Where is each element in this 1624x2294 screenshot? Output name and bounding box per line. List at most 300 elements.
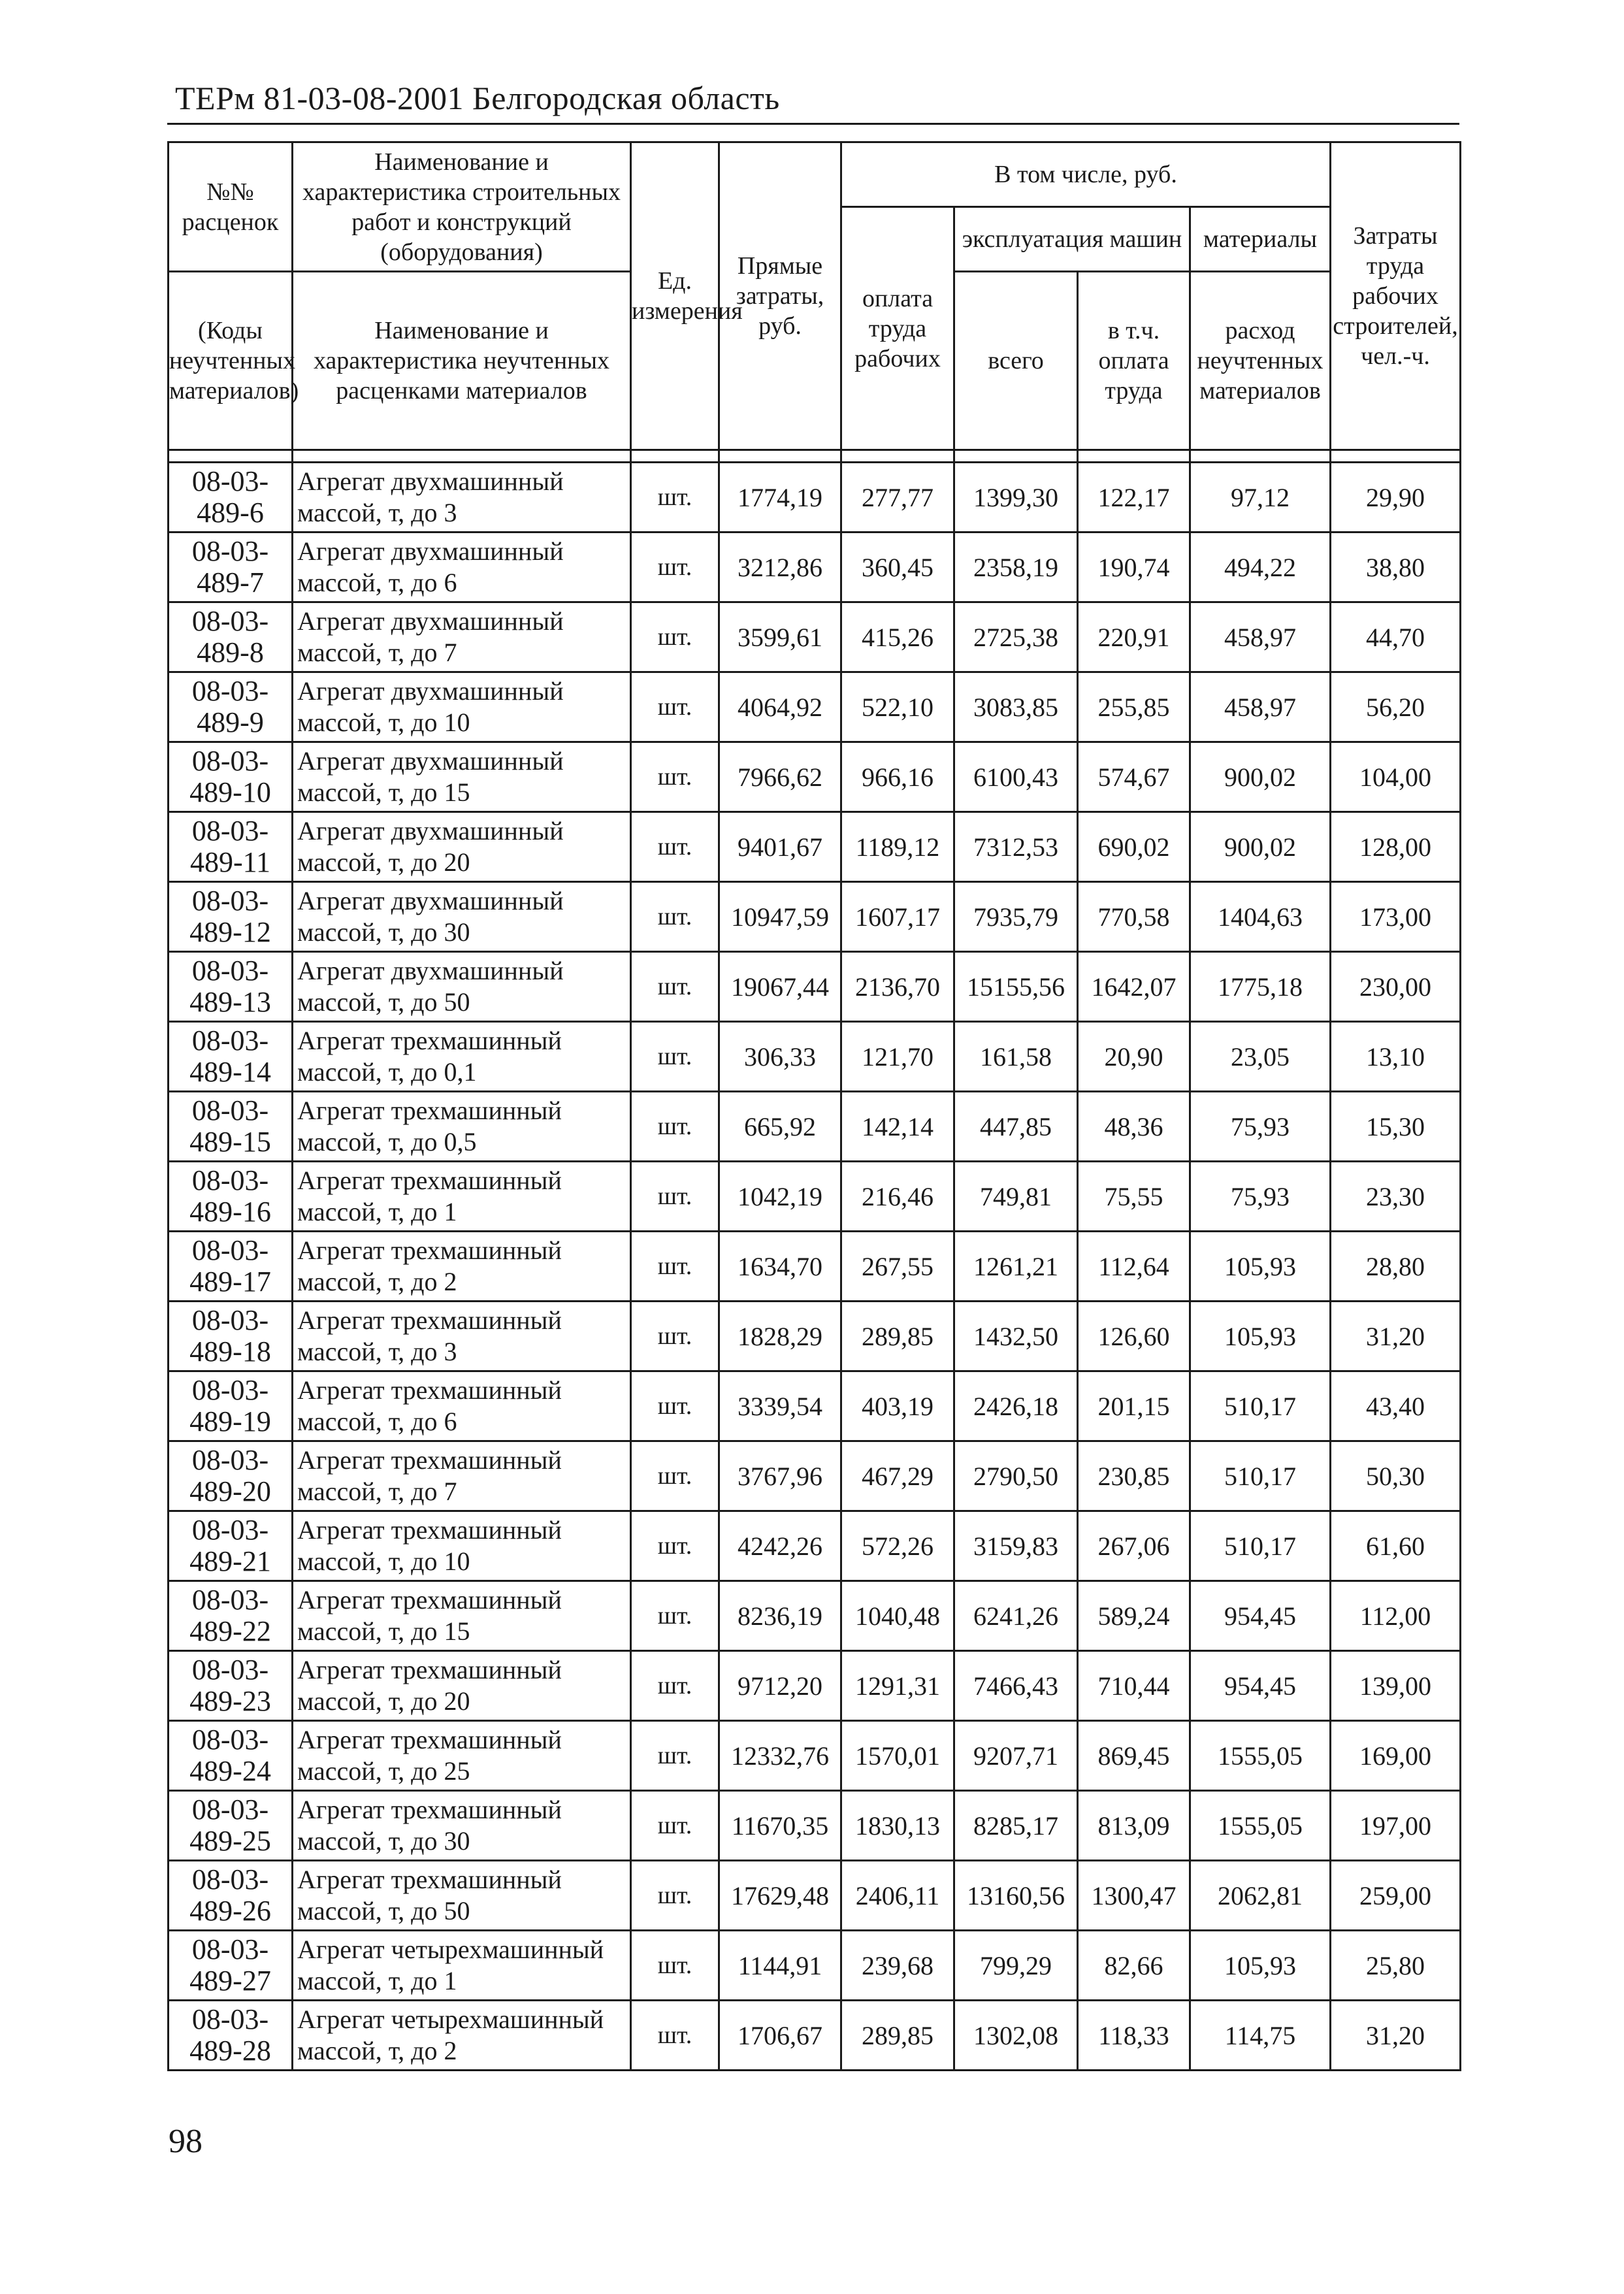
rate-code-part2: 489-17	[189, 1266, 271, 1298]
machines-total-cell: 2790,50	[954, 1441, 1078, 1511]
direct-costs-cell: 665,92	[719, 1092, 841, 1162]
rate-code	[169, 1022, 293, 1092]
rate-code	[169, 1511, 293, 1581]
rate-code-part2: 489-27	[189, 1965, 271, 1997]
rates-table	[167, 141, 1461, 2071]
unit-cell: шт.	[631, 1581, 719, 1651]
labor-pay-cell: 572,26	[841, 1511, 954, 1581]
labor-pay-cell: 1570,01	[841, 1721, 954, 1791]
rate-code-part1: 08-03-	[191, 815, 269, 847]
direct-costs-cell: 3339,54	[719, 1371, 841, 1441]
labor-costs-cell: 173,00	[1331, 882, 1461, 952]
unit-cell: шт.	[631, 812, 719, 882]
labor-pay-cell: 522,10	[841, 672, 954, 742]
rate-code-part2: 489-9	[197, 706, 264, 738]
work-name	[293, 2001, 631, 2071]
materials-cell: 75,93	[1190, 1162, 1331, 1232]
work-name-line2: массой, т, до 50	[297, 987, 470, 1017]
header-unaccounted-use: расход неучтенных материалов	[1190, 272, 1331, 450]
table-row	[169, 1861, 1461, 1931]
labor-costs-cell: 13,10	[1331, 1022, 1461, 1092]
work-name-line2: массой, т, до 30	[297, 1826, 470, 1856]
table-row	[169, 1302, 1461, 1371]
work-name	[293, 952, 631, 1022]
work-name	[293, 1022, 631, 1092]
labor-pay-cell: 277,77	[841, 463, 954, 533]
machines-pay-cell: 589,24	[1078, 1581, 1190, 1651]
work-name-line1: Агрегат двухмашинный	[297, 956, 564, 985]
direct-costs-cell: 17629,48	[719, 1861, 841, 1931]
machines-total-cell: 799,29	[954, 1931, 1078, 2001]
work-name	[293, 1791, 631, 1861]
work-name	[293, 1162, 631, 1232]
materials-cell: 900,02	[1190, 742, 1331, 812]
rate-code-part2: 489-21	[189, 1545, 271, 1577]
rate-code-part1: 08-03-	[191, 1514, 269, 1546]
work-name-line2: массой, т, до 6	[297, 568, 457, 597]
labor-costs-cell: 43,40	[1331, 1371, 1461, 1441]
work-name-line1: Агрегат трехмашинный	[297, 1445, 562, 1475]
rate-code-part2: 489-28	[189, 2035, 271, 2067]
table-row	[169, 1371, 1461, 1441]
machines-pay-cell: 869,45	[1078, 1721, 1190, 1791]
direct-costs-cell: 12332,76	[719, 1721, 841, 1791]
work-name-line1: Агрегат трехмашинный	[297, 1795, 562, 1824]
work-name	[293, 1651, 631, 1721]
work-name-line1: Агрегат двухмашинный	[297, 467, 564, 496]
direct-costs-cell: 3599,61	[719, 602, 841, 672]
unit-cell: шт.	[631, 1441, 719, 1511]
machines-total-cell: 749,81	[954, 1162, 1078, 1232]
labor-pay-cell: 142,14	[841, 1092, 954, 1162]
table-body	[169, 463, 1461, 2071]
work-name	[293, 1232, 631, 1302]
rate-code-part1: 08-03-	[191, 1933, 269, 1965]
table-row	[169, 602, 1461, 672]
rate-code-part2: 489-7	[197, 566, 264, 598]
labor-costs-cell: 259,00	[1331, 1861, 1461, 1931]
work-name-line1: Агрегат двухмашинный	[297, 536, 564, 566]
direct-costs-cell: 1828,29	[719, 1302, 841, 1371]
rate-code	[169, 1861, 293, 1931]
machines-total-cell: 3159,83	[954, 1511, 1078, 1581]
rate-code-part2: 489-16	[189, 1196, 271, 1228]
labor-costs-cell: 31,20	[1331, 1302, 1461, 1371]
labor-pay-cell: 966,16	[841, 742, 954, 812]
rate-code-part1: 08-03-	[191, 885, 269, 917]
rate-code	[169, 1232, 293, 1302]
table-row	[169, 1511, 1461, 1581]
labor-costs-cell: 169,00	[1331, 1721, 1461, 1791]
header-machines: эксплуатация машин	[954, 207, 1190, 272]
work-name	[293, 672, 631, 742]
materials-cell: 97,12	[1190, 463, 1331, 533]
header-materials: материалы	[1190, 207, 1331, 272]
machines-total-cell: 3083,85	[954, 672, 1078, 742]
work-name-line2: массой, т, до 10	[297, 708, 470, 737]
rate-code-part1: 08-03-	[191, 1164, 269, 1196]
materials-cell: 900,02	[1190, 812, 1331, 882]
machines-total-cell: 6241,26	[954, 1581, 1078, 1651]
machines-total-cell: 7935,79	[954, 882, 1078, 952]
work-name-line2: массой, т, до 15	[297, 1616, 470, 1646]
machines-pay-cell: 690,02	[1078, 812, 1190, 882]
rate-code-part1: 08-03-	[191, 605, 269, 637]
labor-pay-cell: 216,46	[841, 1162, 954, 1232]
table-row	[169, 1721, 1461, 1791]
unit-cell: шт.	[631, 1162, 719, 1232]
direct-costs-cell: 9401,67	[719, 812, 841, 882]
rate-code	[169, 1931, 293, 2001]
labor-pay-cell: 1830,13	[841, 1791, 954, 1861]
table-row	[169, 1441, 1461, 1511]
rate-code	[169, 2001, 293, 2071]
materials-cell: 75,93	[1190, 1092, 1331, 1162]
machines-pay-cell: 112,64	[1078, 1232, 1190, 1302]
work-name-line1: Агрегат двухмашинный	[297, 816, 564, 845]
machines-pay-cell: 48,36	[1078, 1092, 1190, 1162]
rate-code-part1: 08-03-	[191, 955, 269, 987]
rate-code	[169, 1791, 293, 1861]
machines-pay-cell: 20,90	[1078, 1022, 1190, 1092]
labor-costs-cell: 230,00	[1331, 952, 1461, 1022]
labor-pay-cell: 121,70	[841, 1022, 954, 1092]
rate-code	[169, 1581, 293, 1651]
machines-pay-cell: 82,66	[1078, 1931, 1190, 2001]
table-row	[169, 1022, 1461, 1092]
labor-costs-cell: 25,80	[1331, 1931, 1461, 2001]
labor-costs-cell: 31,20	[1331, 2001, 1461, 2071]
rate-code	[169, 1092, 293, 1162]
labor-costs-cell: 112,00	[1331, 1581, 1461, 1651]
labor-pay-cell: 1291,31	[841, 1651, 954, 1721]
unit-cell: шт.	[631, 1302, 719, 1371]
header-labor-costs: Затраты труда рабочих строителей, чел.-ч.	[1331, 142, 1461, 450]
labor-pay-cell: 403,19	[841, 1371, 954, 1441]
page-title: ТЕРм 81-03-08-2001 Белгородская область	[175, 80, 780, 116]
rate-code-part2: 489-11	[189, 846, 271, 878]
materials-cell: 105,93	[1190, 1931, 1331, 2001]
header-machines-pay: в т.ч. оплата труда	[1078, 272, 1190, 450]
machines-pay-cell: 770,58	[1078, 882, 1190, 952]
work-name-line1: Агрегат двухмашинный	[297, 606, 564, 636]
unit-cell: шт.	[631, 1931, 719, 2001]
labor-pay-cell: 2406,11	[841, 1861, 954, 1931]
labor-pay-cell: 1607,17	[841, 882, 954, 952]
materials-cell: 1555,05	[1190, 1721, 1331, 1791]
work-name	[293, 1511, 631, 1581]
work-name	[293, 1931, 631, 2001]
work-name	[293, 812, 631, 882]
work-name	[293, 1302, 631, 1371]
header-unit: Ед. измерения	[631, 142, 719, 450]
direct-costs-cell: 3767,96	[719, 1441, 841, 1511]
rate-code	[169, 1721, 293, 1791]
unit-cell: шт.	[631, 1232, 719, 1302]
machines-total-cell: 1432,50	[954, 1302, 1078, 1371]
machines-pay-cell: 126,60	[1078, 1302, 1190, 1371]
direct-costs-cell: 11670,35	[719, 1791, 841, 1861]
work-name-line2: массой, т, до 20	[297, 1686, 470, 1716]
labor-pay-cell: 289,85	[841, 2001, 954, 2071]
rate-code-part2: 489-26	[189, 1895, 271, 1927]
machines-pay-cell: 118,33	[1078, 2001, 1190, 2071]
work-name-line1: Агрегат трехмашинный	[297, 1166, 562, 1195]
direct-costs-cell: 19067,44	[719, 952, 841, 1022]
labor-costs-cell: 23,30	[1331, 1162, 1461, 1232]
work-name-line2: массой, т, до 7	[297, 638, 457, 667]
work-name-line1: Агрегат трехмашинный	[297, 1026, 562, 1055]
table-header	[169, 142, 1461, 450]
rate-code	[169, 1651, 293, 1721]
labor-pay-cell: 239,68	[841, 1931, 954, 2001]
work-name-line2: массой, т, до 30	[297, 917, 470, 947]
rate-code	[169, 952, 293, 1022]
work-name	[293, 1581, 631, 1651]
header-unaccounted-name: Наименование и характеристика неучтенных расценками материалов	[293, 272, 631, 450]
rate-code-part1: 08-03-	[191, 1654, 269, 1686]
work-name-line2: массой, т, до 3	[297, 1337, 457, 1366]
machines-total-cell: 1302,08	[954, 2001, 1078, 2071]
work-name-line2: массой, т, до 10	[297, 1547, 470, 1576]
machines-pay-cell: 1300,47	[1078, 1861, 1190, 1931]
unit-cell: шт.	[631, 882, 719, 952]
direct-costs-cell: 1634,70	[719, 1232, 841, 1302]
unit-cell: шт.	[631, 602, 719, 672]
unit-cell: шт.	[631, 672, 719, 742]
rate-code	[169, 742, 293, 812]
table-row	[169, 1162, 1461, 1232]
materials-cell: 1775,18	[1190, 952, 1331, 1022]
machines-pay-cell: 201,15	[1078, 1371, 1190, 1441]
rate-code-part1: 08-03-	[191, 1234, 269, 1266]
work-name-line2: массой, т, до 7	[297, 1477, 457, 1506]
rate-code	[169, 602, 293, 672]
table-row	[169, 1232, 1461, 1302]
direct-costs-cell: 1042,19	[719, 1162, 841, 1232]
header-name: Наименование и характеристика строительных работ и конструкций (оборудования)	[293, 142, 631, 272]
table-row	[169, 1931, 1461, 2001]
rate-code-part2: 489-8	[197, 636, 264, 668]
machines-pay-cell: 75,55	[1078, 1162, 1190, 1232]
work-name	[293, 1092, 631, 1162]
machines-pay-cell: 220,91	[1078, 602, 1190, 672]
work-name-line1: Агрегат трехмашинный	[297, 1515, 562, 1545]
work-name-line2: массой, т, до 0,1	[297, 1057, 477, 1087]
rate-code-part1: 08-03-	[191, 1304, 269, 1336]
work-name	[293, 463, 631, 533]
materials-cell: 494,22	[1190, 533, 1331, 602]
direct-costs-cell: 306,33	[719, 1022, 841, 1092]
rate-code-part2: 489-14	[189, 1056, 271, 1088]
machines-pay-cell: 190,74	[1078, 533, 1190, 602]
rate-code	[169, 672, 293, 742]
rate-code-part1: 08-03-	[191, 1794, 269, 1826]
labor-costs-cell: 15,30	[1331, 1092, 1461, 1162]
work-name-line1: Агрегат трехмашинный	[297, 1096, 562, 1125]
work-name-line2: массой, т, до 50	[297, 1896, 470, 1925]
rate-code-part2: 489-15	[189, 1126, 271, 1158]
direct-costs-cell: 1706,67	[719, 2001, 841, 2071]
unit-cell: шт.	[631, 1651, 719, 1721]
rate-code	[169, 1302, 293, 1371]
unit-cell: шт.	[631, 1092, 719, 1162]
rate-code-part2: 489-10	[189, 776, 271, 808]
labor-costs-cell: 104,00	[1331, 742, 1461, 812]
table-row	[169, 882, 1461, 952]
work-name-line1: Агрегат трехмашинный	[297, 1375, 562, 1405]
rate-code-part2: 489-13	[189, 986, 271, 1018]
work-name-line2: массой, т, до 15	[297, 778, 470, 807]
rate-code	[169, 882, 293, 952]
labor-pay-cell: 1189,12	[841, 812, 954, 882]
labor-costs-cell: 197,00	[1331, 1791, 1461, 1861]
work-name-line1: Агрегат четырехмашинный	[297, 1935, 604, 1964]
work-name-line1: Агрегат четырехмашинный	[297, 2005, 604, 2034]
page-number: 98	[169, 2123, 203, 2160]
table-row	[169, 1791, 1461, 1861]
materials-cell: 458,97	[1190, 602, 1331, 672]
materials-cell: 510,17	[1190, 1511, 1331, 1581]
work-name-line1: Агрегат двухмашинный	[297, 746, 564, 776]
labor-pay-cell: 415,26	[841, 602, 954, 672]
header-direct-costs: Прямые затраты, руб.	[719, 142, 841, 450]
rate-code-part2: 489-24	[189, 1755, 271, 1787]
labor-pay-cell: 289,85	[841, 1302, 954, 1371]
machines-pay-cell: 710,44	[1078, 1651, 1190, 1721]
rate-code-part2: 489-20	[189, 1475, 271, 1507]
direct-costs-cell: 1774,19	[719, 463, 841, 533]
title-rule	[167, 123, 1459, 125]
direct-costs-cell: 10947,59	[719, 882, 841, 952]
labor-costs-cell: 38,80	[1331, 533, 1461, 602]
direct-costs-cell: 9712,20	[719, 1651, 841, 1721]
table-row	[169, 1651, 1461, 1721]
work-name	[293, 742, 631, 812]
header-including: В том числе, руб.	[841, 142, 1331, 207]
rate-code	[169, 1441, 293, 1511]
unit-cell: шт.	[631, 463, 719, 533]
work-name-line2: массой, т, до 1	[297, 1197, 457, 1226]
materials-cell: 23,05	[1190, 1022, 1331, 1092]
table-row	[169, 1581, 1461, 1651]
rate-code	[169, 1371, 293, 1441]
work-name	[293, 533, 631, 602]
materials-cell: 1555,05	[1190, 1791, 1331, 1861]
machines-total-cell: 1261,21	[954, 1232, 1078, 1302]
machines-total-cell: 8285,17	[954, 1791, 1078, 1861]
work-name-line1: Агрегат двухмашинный	[297, 676, 564, 706]
work-name	[293, 1441, 631, 1511]
direct-costs-cell: 4064,92	[719, 672, 841, 742]
work-name-line1: Агрегат трехмашинный	[297, 1655, 562, 1684]
rate-code-part2: 489-6	[197, 497, 264, 529]
rate-code-part1: 08-03-	[191, 1584, 269, 1616]
unit-cell: шт.	[631, 533, 719, 602]
work-name-line2: массой, т, до 2	[297, 1267, 457, 1296]
work-name	[293, 882, 631, 952]
spacer	[169, 450, 1461, 463]
work-name-line2: массой, т, до 3	[297, 498, 457, 527]
rate-code-part1: 08-03-	[191, 1724, 269, 1756]
unit-cell: шт.	[631, 742, 719, 812]
work-name-line1: Агрегат трехмашинный	[297, 1725, 562, 1754]
rate-code-part1: 08-03-	[191, 1863, 269, 1895]
rate-code-part2: 489-18	[189, 1335, 271, 1368]
rate-code-part1: 08-03-	[191, 1374, 269, 1406]
table-row	[169, 952, 1461, 1022]
header-machines-total: всего	[954, 272, 1078, 450]
materials-cell: 1404,63	[1190, 882, 1331, 952]
materials-cell: 510,17	[1190, 1441, 1331, 1511]
work-name	[293, 602, 631, 672]
direct-costs-cell: 4242,26	[719, 1511, 841, 1581]
machines-pay-cell: 267,06	[1078, 1511, 1190, 1581]
rate-code-part1: 08-03-	[191, 465, 269, 497]
work-name-line1: Агрегат трехмашинный	[297, 1585, 562, 1614]
table-row	[169, 1092, 1461, 1162]
machines-total-cell: 15155,56	[954, 952, 1078, 1022]
work-name-line2: массой, т, до 2	[297, 2036, 457, 2065]
table-row	[169, 2001, 1461, 2071]
rate-code-part1: 08-03-	[191, 535, 269, 567]
machines-total-cell: 6100,43	[954, 742, 1078, 812]
rate-code-part1: 08-03-	[191, 675, 269, 707]
table-row	[169, 463, 1461, 533]
rate-code	[169, 812, 293, 882]
machines-pay-cell: 1642,07	[1078, 952, 1190, 1022]
rate-code-part2: 489-25	[189, 1825, 271, 1857]
labor-costs-cell: 29,90	[1331, 463, 1461, 533]
materials-cell: 458,97	[1190, 672, 1331, 742]
materials-cell: 510,17	[1190, 1371, 1331, 1441]
work-name-line2: массой, т, до 6	[297, 1407, 457, 1436]
machines-total-cell: 9207,71	[954, 1721, 1078, 1791]
machines-total-cell: 161,58	[954, 1022, 1078, 1092]
work-name-line1: Агрегат трехмашинный	[297, 1305, 562, 1335]
materials-cell: 954,45	[1190, 1581, 1331, 1651]
materials-cell: 954,45	[1190, 1651, 1331, 1721]
work-name	[293, 1371, 631, 1441]
machines-pay-cell: 574,67	[1078, 742, 1190, 812]
direct-costs-cell: 7966,62	[719, 742, 841, 812]
machines-total-cell: 13160,56	[954, 1861, 1078, 1931]
labor-pay-cell: 267,55	[841, 1232, 954, 1302]
materials-cell: 114,75	[1190, 2001, 1331, 2071]
rate-code	[169, 1162, 293, 1232]
header-material-codes: (Коды неучтенных материалов)	[169, 272, 293, 450]
machines-total-cell: 2426,18	[954, 1371, 1078, 1441]
rate-code-part1: 08-03-	[191, 745, 269, 777]
direct-costs-cell: 8236,19	[719, 1581, 841, 1651]
work-name-line1: Агрегат двухмашинный	[297, 886, 564, 915]
labor-costs-cell: 28,80	[1331, 1232, 1461, 1302]
work-name-line2: массой, т, до 1	[297, 1966, 457, 1995]
direct-costs-cell: 1144,91	[719, 1931, 841, 2001]
rate-code-part1: 08-03-	[191, 1444, 269, 1476]
work-name	[293, 1721, 631, 1791]
work-name	[293, 1861, 631, 1931]
table-row	[169, 742, 1461, 812]
unit-cell: шт.	[631, 1861, 719, 1931]
labor-costs-cell: 61,60	[1331, 1511, 1461, 1581]
materials-cell: 105,93	[1190, 1302, 1331, 1371]
table-row	[169, 533, 1461, 602]
labor-costs-cell: 44,70	[1331, 602, 1461, 672]
labor-pay-cell: 1040,48	[841, 1581, 954, 1651]
table-row	[169, 812, 1461, 882]
rate-code-part2: 489-22	[189, 1615, 271, 1647]
